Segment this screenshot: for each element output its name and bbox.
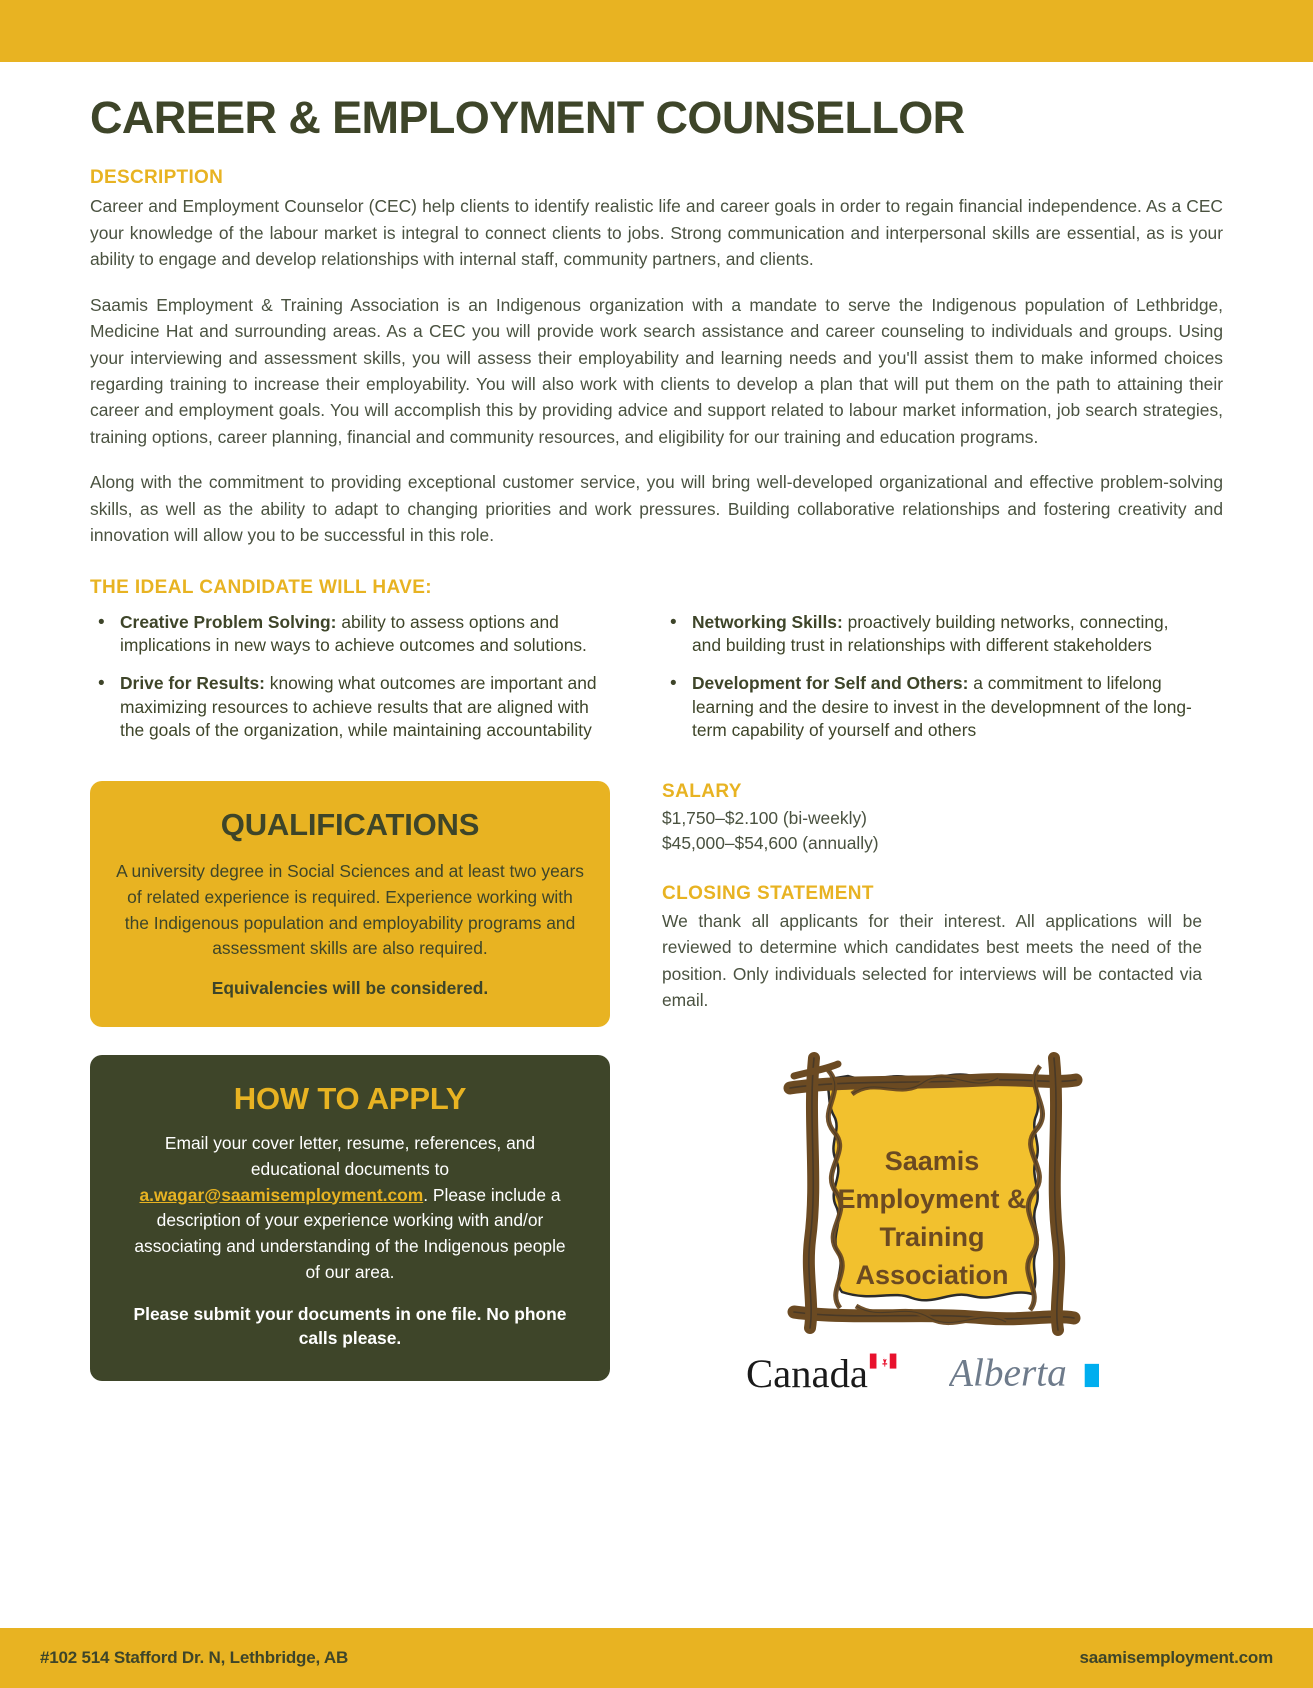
skill-label: Networking Skills: (692, 611, 843, 632)
lower-right-column (662, 781, 1202, 1396)
saamis-logo-line2: Employment & (837, 1183, 1027, 1214)
ideal-candidate-columns (90, 611, 1223, 743)
list-item (90, 672, 610, 743)
skill-text: ability to assess options and implications in new ways to achieve outcomes and solutions. (120, 611, 587, 656)
how-to-apply-text (126, 1131, 574, 1286)
skills-list-left (90, 611, 610, 743)
footer-address: #102 514 Stafford Dr. N, Lethbridge, AB (40, 1648, 349, 1667)
skill-text: knowing what outcomes are important and maximizing resources to achieve results that are aligned with the goals of the organization, while maintaining accountability (120, 673, 597, 741)
ideal-candidate-right-column (662, 611, 1202, 743)
canada-wordmark-text: Canada (745, 1350, 868, 1396)
apply-text-after: . Please include a description of your experience working with and/or associating and understanding of the Indigenous people of our area. (134, 1184, 566, 1282)
skill-text: proactively building networks, connecting, and building trust in relationships with different stakeholders (692, 611, 1169, 656)
qualifications-text: A university degree in Social Sciences and at least two years of related experience is required. Experience working with the Indigenous population and employability programs and assessment skills are also required. (116, 861, 584, 959)
how-to-apply-note: Please submit your documents in one file. No phone calls please. (133, 1303, 567, 1349)
email-link[interactable]: a.wagar@saamisemployment.com (139, 1184, 424, 1205)
canada-wordmark-logo (746, 1350, 905, 1396)
description-paragraph-2: Saamis Employment & Training Association is an Indigenous organization with a mandate to serve the Indigenous population of Lethbridge, Medicine Hat and surrounding areas. As a CEC you will provide work search assistance and career counseling to individuals and groups. Using your interviewing and assessment skills, you will assess their employability and learning needs and you'll assist them to make informed choices regarding training to increase their employability. You will also work with clients to develop a plan that will put them on the path to attaining their career and employment goals. You will accomplish this by providing advice and support related to labour market information, job search strategies, training options, career planning, financial and community resources, and eligibility for our training and education programs. (90, 294, 1223, 447)
saamis-logo-line4: Association (855, 1259, 1009, 1290)
description-paragraph-1: Career and Employment Counselor (CEC) help clients to identify realistic life and career goals in order to regain financial independence. As a CEC your knowledge of the labour market is integral to connect clients to jobs. Strong communication and interpersonal skills are essential, as is your ability to engage and develop relationships with internal staff, community partners, and clients. (90, 196, 1223, 270)
salary-annually: $45,000–$54,600 (annually) (662, 833, 879, 854)
logo-area (662, 1040, 1202, 1396)
saamis-logo-line1: Saamis (884, 1145, 980, 1176)
skill-label: Creative Problem Solving: (120, 611, 337, 632)
footer-website[interactable]: saamisemployment.com (1079, 1648, 1273, 1667)
salary-heading: SALARY (662, 781, 742, 803)
skill-text: a commitment to lifelong learning and the desire to invest in the developmnent of the long-term capability of yourself and others (692, 673, 1192, 741)
document-content (0, 62, 1313, 1628)
skill-label: Development for Self and Others: (692, 673, 969, 694)
description-section (90, 167, 1223, 548)
how-to-apply-title: HOW TO APPLY (233, 1081, 467, 1117)
how-to-apply-box (90, 1055, 610, 1381)
lower-left-column (90, 781, 610, 1396)
ideal-candidate-heading: THE IDEAL CANDIDATE WILL HAVE: (90, 576, 433, 598)
closing-statement-text: We thank all applicants for their interest. All applications will be reviewed to determine which candidates best meets the need of the position. Only individuals selected for interviews will be contacted via email. (662, 910, 1202, 1011)
qualifications-box (90, 781, 610, 1027)
apply-text-before: Email your cover letter, resume, references, and educational documents to (164, 1133, 536, 1179)
saamis-logo-line3: Training (879, 1221, 985, 1252)
closing-statement-heading: CLOSING STATEMENT (662, 882, 874, 904)
closing-statement-section (662, 883, 1202, 1014)
description-paragraph-3: Along with the commitment to providing exceptional customer service, you will bring well-developed organizational and effective problem-solving skills, as well as the ability to adapt to changing priorities and work pressures. Building collaborative relationships and fostering creativity and innovation will allow you to be successful in this role. (90, 472, 1223, 546)
government-logos (746, 1346, 1119, 1396)
qualifications-title: QUALIFICATIONS (220, 807, 480, 843)
lower-section (90, 781, 1223, 1396)
alberta-wordmark-text: Alberta (948, 1350, 1067, 1394)
top-accent-bar (0, 0, 1313, 62)
description-heading: DESCRIPTION (90, 167, 224, 189)
saamis-logo (772, 1040, 1092, 1340)
skills-list-right (662, 611, 1202, 743)
alberta-logo (949, 1346, 1119, 1396)
page-title: CAREER & EMPLOYMENT COUNSELLOR (90, 92, 965, 143)
qualifications-note: Equivalencies will be considered. (211, 978, 489, 999)
list-item (662, 672, 1202, 743)
skill-label: Drive for Results: (120, 673, 265, 694)
salary-biweekly: $1,750–$2.100 (bi-weekly) (662, 808, 867, 829)
list-item (90, 611, 610, 658)
list-item (662, 611, 1202, 658)
footer-bar (0, 1628, 1313, 1688)
salary-section (662, 781, 1202, 857)
ideal-candidate-left-column (90, 611, 610, 743)
